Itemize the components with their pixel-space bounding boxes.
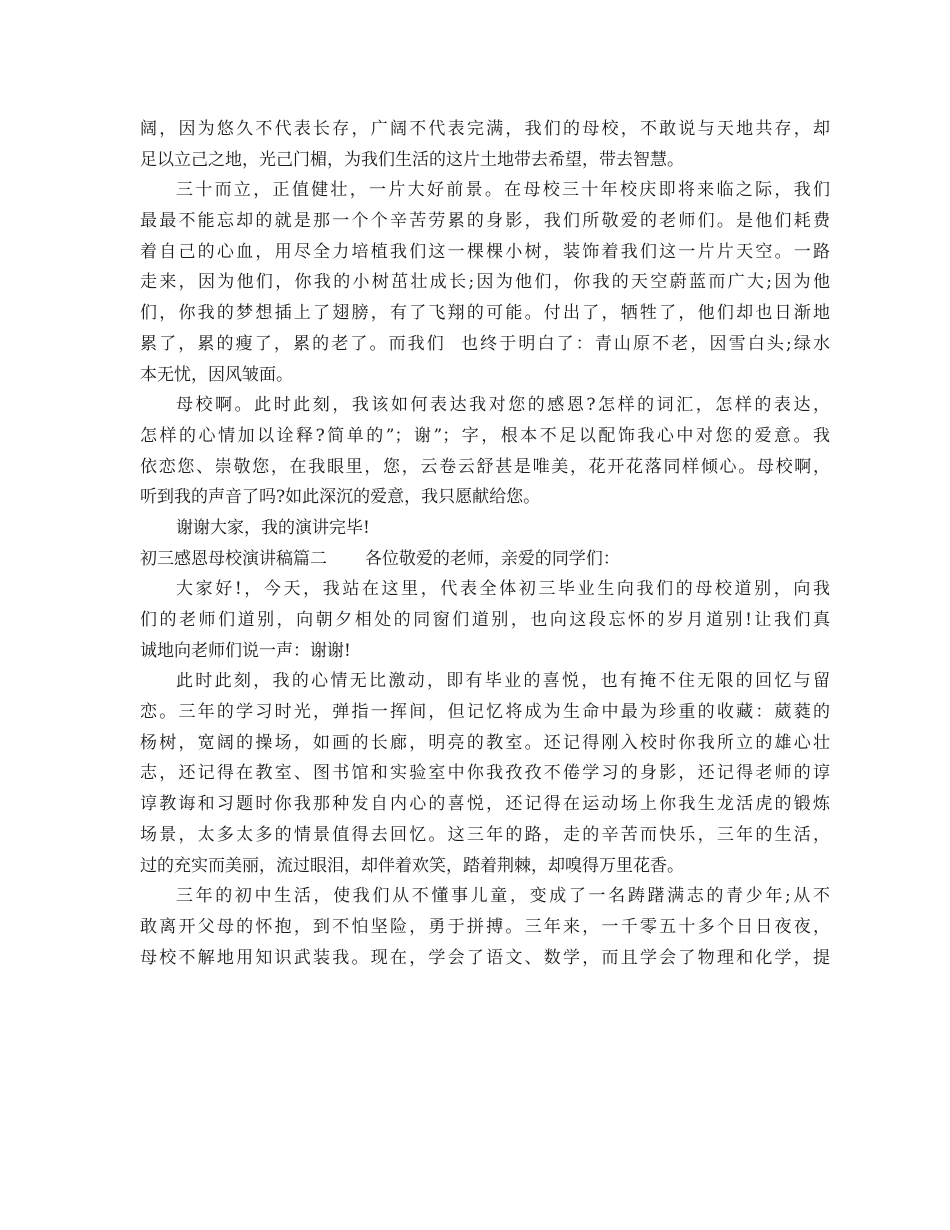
speech-text [140,114,830,973]
text-line: 母校不解地用知识武装我。现在，学会了语文、数学，而且学会了物理和化学，提 [140,947,830,968]
text-line: 谆教诲和习题时你我那种发自内心的喜悦，还记得在运动场上你我生龙活虎的锻炼 [140,794,830,815]
text-line: 最最不能忘却的就是那一个个辛苦劳累的身影，我们所敬爱的老师们。是他们耗费 [140,211,830,232]
text-line: 敢离开父母的怀抱，到不怕坚险，勇于拼搏。三年来，一千零五十多个日日夜夜， [140,916,830,937]
text-line: 三年的初中生活，使我们从不懂事儿童，变成了一名踌躇满志的青少年;从不 [176,886,830,907]
text-line: 恋。三年的学习时光，弹指一挥间，但记忆将成为生命中最为珍重的收藏：葳蕤的 [140,702,830,723]
text-line: 足以立己之地，光己门楣，为我们生活的这片土地带去希望，带去智慧。 [140,149,684,170]
text-line: 依恋您、崇敬您，在我眼里，您，云卷云舒甚是唯美，花开花落同样倾心。母校啊， [140,456,830,477]
text-line: 母校啊。此时此刻，我该如何表达我对您的感恩?怎样的词汇，怎样的表达， [176,395,830,416]
text-line: 此时此刻，我的心情无比激动，即有毕业的喜悦，也有掩不住无限的回忆与留 [176,671,830,692]
text-line: 着自己的心血，用尽全力培植我们这一棵棵小树，装饰着我们这一片片天空。一路 [140,241,830,262]
text-line: 走来，因为他们，你我的小树茁壮成长;因为他们，你我的天空蔚蓝而广大;因为他 [140,272,830,293]
text-line: 场景，太多太多的情景值得去回忆。这三年的路，走的辛苦而快乐，三年的生活， [140,824,830,845]
text-line: 志，还记得在教室、图书馆和实验室中你我孜孜不倦学习的身影，还记得老师的谆 [140,763,830,784]
text-line: 们的老师们道别，向朝夕相处的同窗们道别，也向这段忘怀的岁月道别!让我们真 [140,610,830,630]
text-line: 们，你我的梦想插上了翅膀，有了飞翔的可能。付出了，牺牲了，他们却也日渐地 [140,303,830,324]
text-line: 累了，累的瘦了，累的老了。而我们 也终于明白了：青山原不老，因雪白头;绿水 [140,333,830,354]
text-line: 过的充实而美丽，流过眼泪，却伴着欢笑，踏着荆棘，却嗅得万里花香。 [140,855,684,876]
text-line: 谢谢大家，我的演讲完毕! [176,517,370,538]
text-line: 初三感恩母校演讲稿篇二 各位敬爱的老师，亲爱的同学们： [140,548,620,569]
text-line: 本无忧，因风皱面。 [140,364,293,385]
text-line: 诚地向老师们说一声：谢谢! [140,640,351,661]
text-line: 听到我的声音了吗?如此深沉的爱意，我只愿献给您。 [140,487,541,508]
text-line: 大家好!，今天，我站在这里，代表全体初三毕业生向我们的母校道别，向我 [176,579,830,600]
text-line: 杨树，宽阔的操场，如画的长廊，明亮的教室。还记得刚入校时你我所立的雄心壮 [140,732,830,753]
text-line: 三十而立，正值健壮，一片大好前景。在母校三十年校庆即将来临之际，我们 [176,180,830,201]
text-line: 怎样的心情加以诠释?简单的”；谢”；字，根本不足以配饰我心中对您的爱意。我 [140,425,830,446]
text-line: 阔，因为悠久不代表长存，广阔不代表完满，我们的母校，不敢说与天地共存，却 [140,119,830,139]
